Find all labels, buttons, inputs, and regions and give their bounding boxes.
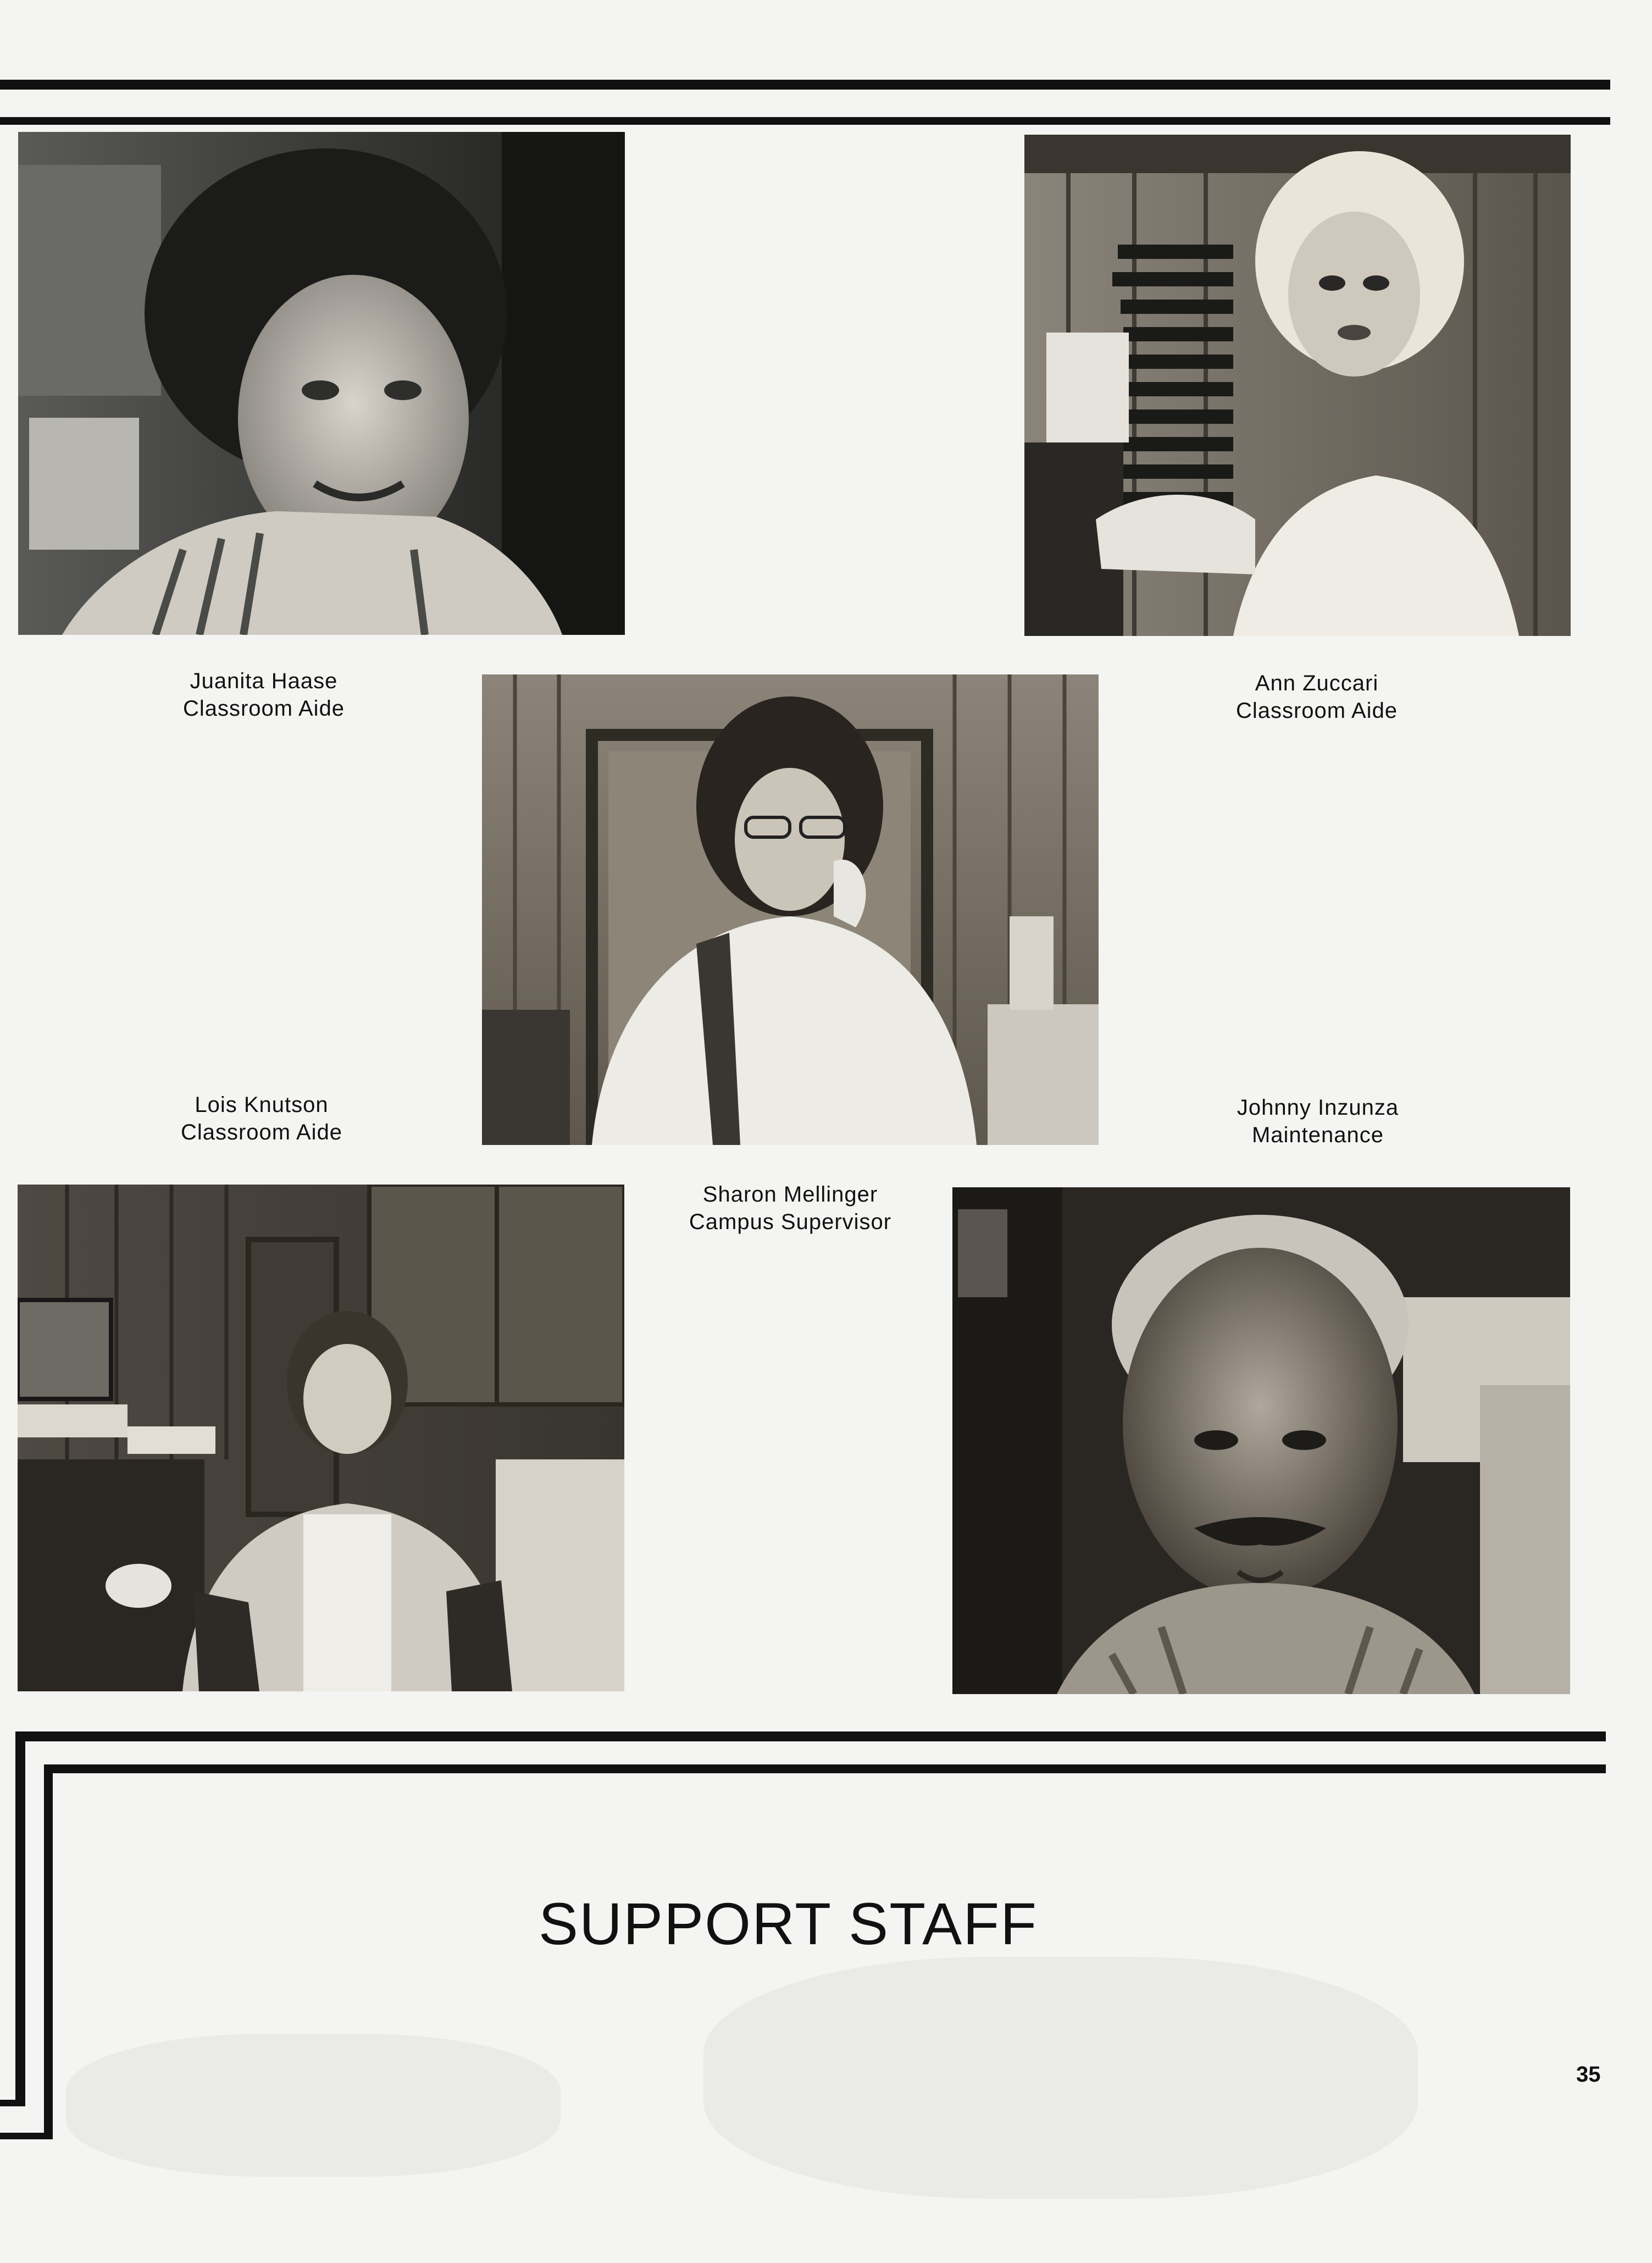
photo-ann-zuccari <box>1024 135 1571 636</box>
caption-johnny-inzunza <box>1180 1094 1455 1149</box>
bottom-rule-left-inner <box>44 1764 53 2138</box>
staff-name: Lois Knutson <box>195 1093 329 1117</box>
page-bleed-through <box>703 1957 1418 2199</box>
staff-title: Campus Supervisor <box>689 1210 892 1234</box>
bottom-rule-lower <box>44 1764 1606 1773</box>
page-number: 35 <box>1576 2062 1601 2087</box>
staff-name: Juanita Haase <box>190 669 338 693</box>
top-rule-upper <box>0 80 1610 90</box>
photo-juanita-haase <box>18 132 625 635</box>
photo-sharon-mellinger <box>482 674 1099 1145</box>
bottom-rule-upper <box>15 1731 1606 1741</box>
staff-title: Classroom Aide <box>182 696 345 721</box>
staff-name: Sharon Mellinger <box>702 1182 878 1207</box>
staff-title: Classroom Aide <box>180 1120 343 1144</box>
staff-title: Maintenance <box>1251 1123 1384 1147</box>
bottom-rule-left-outer <box>15 1731 25 2105</box>
caption-sharon-mellinger <box>653 1181 928 1236</box>
photo-johnny-inzunza <box>952 1187 1570 1694</box>
caption-juanita-haase <box>126 667 401 722</box>
staff-title: Classroom Aide <box>1235 699 1398 723</box>
top-rule-lower <box>0 117 1610 125</box>
bottom-rule-foot-inner <box>0 2133 53 2139</box>
section-title: SUPPORT STAFF <box>539 1890 1038 1957</box>
caption-lois-knutson <box>124 1091 399 1146</box>
caption-ann-zuccari <box>1179 670 1454 724</box>
bottom-rule-foot <box>0 2100 25 2106</box>
staff-name: Ann Zuccari <box>1255 671 1379 695</box>
photo-lois-knutson <box>18 1185 624 1691</box>
page-bleed-through <box>66 2034 561 2177</box>
staff-name: Johnny Inzunza <box>1237 1095 1399 1120</box>
